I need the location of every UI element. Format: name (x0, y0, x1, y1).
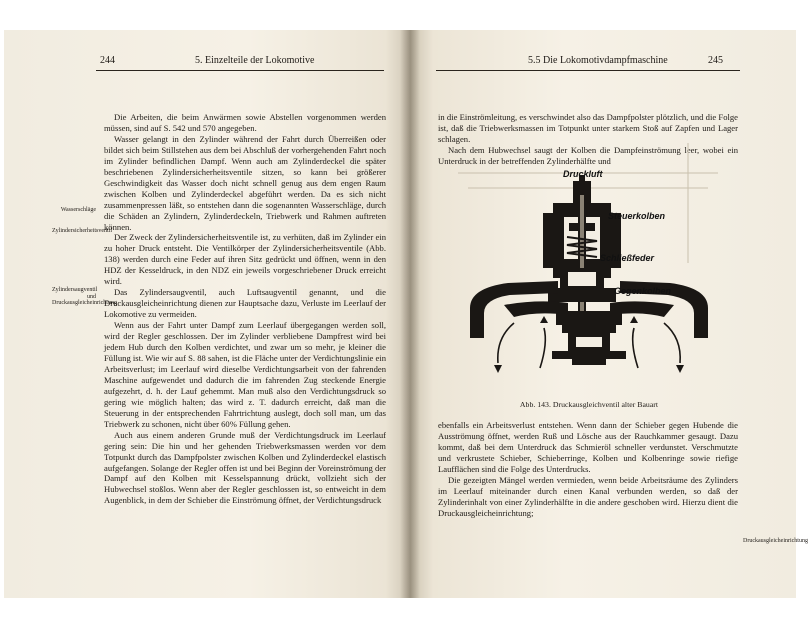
left-body-text (104, 112, 386, 588)
right-running-head: 5.5 Die Lokomotivdampfmaschine (528, 55, 668, 66)
left-header-rule (96, 70, 384, 71)
paragraph: Wasser gelangt in den Zylinder während der Fahrt durch Überreißen oder bildet sich beim Stillstehen aus dem bei Abschluß der vorhergehenden Fahrt noch im Zylinder befindlichen Dampf. Wenn auch am Zylinderdeckel die später beschriebenen Zylindersicherheitsventile sitzen, so kann bei größerer Geschwindigkeit das Wasser doch nicht schnell genug aus dem engen Raum zwischen Kolben und Zylinderdeckel abgeführt werden. Da es sich nicht zusammenpressen läßt, so entstehen dann die sogenannten Wasserschläge, durch die Schäden an Zylindern, Zylinderdeckeln, Triebwerk und Rahmen auftreten können. (104, 133, 386, 232)
margin-note-wasserschlaege: Wasserschläge (60, 207, 96, 213)
paragraph: Der Zweck der Zylindersicherheitsventile ist, zu verhüten, daß im Zylinder ein zu hoher Druck entsteht. Die Ventilkörper der Zylindersicherheitsventile (Abb. 138) werden durch eine Feder auf ihren Sitz gedrückt und öffnen, wenn in den HDZ der Kesseldruck, in den NDZ ein jeweils vorgeschriebener Druck erreicht wird. (104, 232, 386, 287)
right-running-header (440, 54, 740, 68)
paragraph: Wenn aus der Fahrt unter Dampf zum Leerlauf übergegangen werden soll, wird der Regler geschlossen. Der im Zylinder verbliebene Dampfrest wird bei jedem Hub durch den Kolben verdichtet, und zwar um so mehr, je kleiner die Füllung ist. Wie wir auf S. 88 sahen, ist die Fläche unter der Verdichtungslinie ein Arbeitsverlust; im Leerlauf wird dieselbe Verdichtungsarbeit von der fahrenden Maschine aufgewendet und dadurch die im fahrenden Zug steckende Energie aufgezehrt, d. h. der Lauf gehemmt. Man muß also den Verdichtungsdruck so gering wie möglich halten; das wird z. T. dadurch erreicht, daß man die Steuerung in der entsprechenden Fahrtrichtung auslegt, doch soll man, um das Triebwerk zu schonen, nicht über 60% Füllung gehen. (104, 320, 386, 429)
figure-caption: Abb. 143. Druckausgleichventil alter Bauart (519, 400, 659, 409)
label-druckluft: Druckluft (563, 169, 603, 179)
left-running-header (100, 54, 385, 68)
valve-figure (448, 133, 730, 398)
paragraph: Auch aus einem anderen Grunde muß der Verdichtungsdruck im Leerlauf gering sein: Die hin und her gehenden Triebwerksmassen werden vor dem Totpunkt durch das Dampfpolster zwischen Kolben und Zylinderdeckel elastisch aufgefangen. Solange der Regler offen ist und bei Beginn der Voreinströmung der Dampf auf den Kolben mit Kesselspannung drückt, vollzieht sich der Hubwechsel stoßlos. Wenn aber der Regler geschlossen ist, so entweicht in dem Augenblick, in dem der Schieber die Einströmung öffnet, der Verdichtungsdruck (104, 429, 386, 506)
paragraph: ebenfalls ein Arbeitsverlust entstehen. Wenn dann der Schieber gegen Hubende die Ausströmung öffnet, werden Ruß und Lösche aus der Rauchkammer gesaugt. Dazu kommt, daß bei dem Unterdruck das Schmieröl schneller verdunstet. Verschmutzte und verkrustete Schieber, Schieberringe, Kolben und Kolbenringe sowie riefige Laufflächen sind die Folge des Unterdrucks. (438, 420, 738, 474)
label-schliessfeder: Schließfeder (600, 253, 655, 263)
paragraph: Die gezeigten Mängel werden vermieden, wenn beide Arbeitsräume des Zylinders im Leerlauf miteinander durch einen Kanal verbunden werden, so daß der Zylinderinhalt von einer Zylinderhälfte in die andere geschoben wird. Hierzu dient die Druckausgleicheinrichtung; (438, 474, 738, 518)
right-header-rule (436, 70, 740, 71)
paragraph: in die Einströmleitung, es verschwindet also das Dampfpolster plötzlich, und die Folge ist, daß die Triebwerksmassen im Totpunkt unter starkem Stoß auf Zapfen und Lager schlagen. (438, 112, 738, 144)
right-bottom-text (438, 420, 738, 519)
paragraph: Nach dem Hubwechsel saugt der Kolben die Dampfeinströmung leer, wobei ein Unterdruck in der betreffenden Zylinderhälfte und (438, 144, 738, 166)
left-running-head: 5. Einzelteile der Lokomotive (195, 55, 315, 66)
left-page-number: 244 (100, 55, 115, 66)
paragraph: Die Arbeiten, die beim Anwärmen sowie Abstellen vorgenommen werden müssen, sind auf S. 542 und 570 angegeben. (104, 112, 386, 133)
label-steuerkolben: Steuerkolben (608, 211, 666, 221)
margin-note-sicherheitsventil: Zylindersicherheitsventil (52, 228, 112, 234)
label-gegenkolben: Gegenkolben (614, 286, 672, 296)
margin-note-saugventil: Zylindersaugventil und Druckausgleicheinrichtung (52, 287, 117, 306)
margin-note-druckausgleich: Druckausgleicheinrichtung (743, 538, 808, 544)
book-gutter (400, 30, 420, 598)
paragraph: Das Zylindersaugventil, auch Luftsaugventil genannt, und die Druckausgleicheinrichtung dienen zur Hauptsache dazu, Verluste im Leerlauf der Lokomotive zu vermeiden. (104, 287, 386, 320)
right-page-number: 245 (708, 55, 723, 66)
